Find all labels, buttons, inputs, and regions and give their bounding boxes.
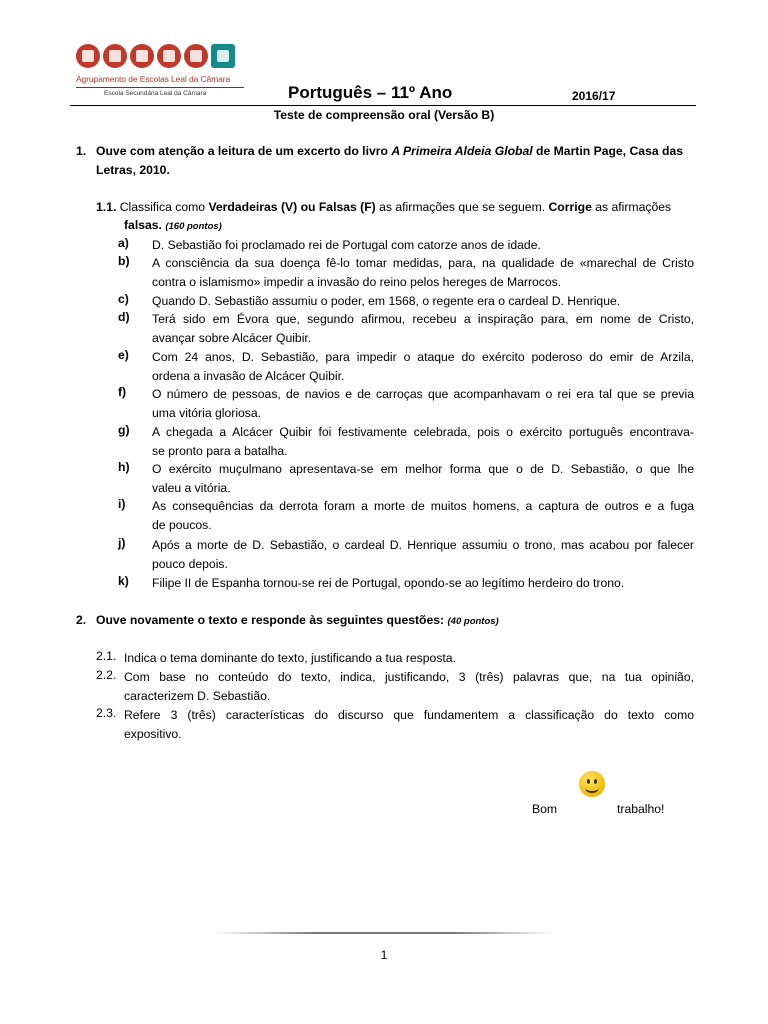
statement-text: contra o islamismo» impedir a invasão do reino pelos hereges de Marrocos. [152, 274, 562, 289]
instruction-bold: Verdadeiras (V) ou Falsas (F) [208, 200, 376, 214]
logo-divider [76, 87, 244, 88]
question-1-text-part: de Martin Page, Casa das [532, 144, 684, 158]
points-label: (40 pontos) [447, 616, 499, 627]
page-number: 1 [380, 948, 388, 962]
subquestion-number: 2.2. [96, 668, 117, 682]
statement-text: Após a morte de D. Sebastião, o cardeal D. Henrique assumiu o trono, mas acabou por falecer [152, 538, 694, 552]
logo-school-subname: Escola Secundária Leal da Câmara [104, 90, 207, 97]
question-1-number: 1. [76, 144, 87, 158]
instruction-part: as afirmações que se seguem. [375, 200, 549, 214]
statement-letter: k) [118, 574, 129, 588]
statement-letter: a) [118, 236, 129, 250]
statement-letter: e) [118, 348, 129, 362]
statement-letter: j) [118, 536, 126, 550]
statement-text: Filipe II de Espanha tornou-se rei de Portugal, opondo-se ao legítimo herdeiro do trono. [152, 576, 625, 590]
closing-word-trabalho: trabalho! [617, 802, 665, 816]
statement-letter: f) [118, 385, 127, 399]
question-1-text-part: Letras, 2010. [96, 162, 170, 177]
subquestion-number: 2.3. [96, 706, 117, 720]
statement-text: se pronto para a batalha. [152, 443, 288, 458]
logo-symbol-icon [184, 44, 208, 68]
school-year: 2016/17 [572, 89, 616, 103]
statement-text: Com 24 anos, D. Sebastião, para impedir o ataque do exército poderoso do emir de Arzila, [152, 350, 694, 364]
logo-school-name: Agrupamento de Escolas Leal da Câmara [76, 74, 231, 84]
smiley-face-icon [579, 771, 605, 797]
statement-letter: d) [118, 310, 130, 324]
subquestion-text: caracterizem D. Sebastião. [124, 688, 271, 703]
statement-text: O número de pessoas, de navios e de carroças que acompanhavam o rei era tal que se previa [152, 387, 694, 401]
closing-word-bom: Bom [532, 802, 558, 816]
statement-letter: c) [118, 292, 129, 306]
logo-symbol-icon [103, 44, 127, 68]
instruction-bold: falsas. [124, 218, 162, 232]
logo-symbol-icon [130, 44, 154, 68]
statement-letter: g) [118, 423, 130, 437]
statement-text: Quando D. Sebastião assumiu o poder, em 1568, o regente era o cardeal D. Henrique. [152, 294, 621, 308]
statement-letter: b) [118, 254, 130, 268]
subquestion-text: expositivo. [124, 726, 182, 741]
statement-letter: i) [118, 497, 126, 511]
subquestion-text: Indica o tema dominante do texto, justificando a tua resposta. [124, 651, 456, 665]
question-1-text-part: Ouve com atenção a leitura de um excerto do livro [96, 144, 392, 158]
statement-text: avançar sobre Alcácer Quibir. [152, 330, 312, 345]
points-label: (160 pontos) [165, 221, 222, 232]
page-title: Português – 11º Ano [288, 83, 453, 102]
question-1-text [96, 142, 696, 179]
statement-text: ordena a invasão de Alcácer Quibir. [152, 368, 345, 383]
statement-text: de poucos. [152, 517, 212, 532]
instruction-part: as afirmações [591, 200, 672, 214]
subquestion-number: 2.1. [96, 649, 117, 663]
header-divider [70, 105, 696, 106]
logo-symbol-icon [76, 44, 100, 68]
instruction-part: Classifica como [116, 200, 209, 214]
question-1-1-instructions-cont [124, 216, 222, 237]
statement-text: O exército muçulmano apresentava-se em melhor forma que o de D. Sebastião, o que lhe [152, 462, 694, 476]
statement-text: pouco depois. [152, 556, 228, 571]
statement-text: A consciência da sua doença fê-lo tomar medidas, para, na qualidade de «marechal de Cristo [152, 256, 694, 270]
statement-text: D. Sebastião foi proclamado rei de Portugal com catorze anos de idade. [152, 238, 541, 252]
statement-letter: h) [118, 460, 130, 474]
subquestion-text: Refere 3 (três) características do discurso que fundamentem a classificação do texto como [124, 708, 694, 722]
subquestion-text: Com base no conteúdo do texto, indica, justificando, 3 (três) palavras que, na tua opinião, [124, 670, 694, 684]
test-subtitle: Teste de compreensão oral (Versão B) [273, 108, 495, 122]
statement-text: Terá sido em Évora que, segundo afirmou, recebeu a inspiração para, em nome de Cristo, [152, 312, 694, 326]
logo-book-icon [211, 44, 235, 68]
question-2-text [96, 611, 499, 632]
statement-text: A chegada a Alcácer Quibir foi festivamente celebrada, pois o exército português encontrava- [152, 425, 694, 439]
question-1-1-number: 1.1. [96, 200, 117, 214]
instruction-bold: Corrige [548, 200, 592, 214]
logo-symbol-icon [157, 44, 181, 68]
book-title: A Primeira Aldeia Global [391, 144, 533, 158]
footer-divider [214, 932, 554, 934]
smiley-mouth [585, 783, 599, 793]
statement-text: As consequências da derrota foram a morte de muitos homens, a captura de outros e a fuga [152, 499, 694, 513]
question-1-1-instructions [96, 198, 694, 217]
question-2-number: 2. [76, 613, 87, 627]
statement-text: valeu a vitória. [152, 480, 231, 495]
statement-text: uma vitória gloriosa. [152, 405, 262, 420]
question-2-text-part: Ouve novamente o texto e responde às seguintes questões: [96, 613, 445, 627]
school-logo [76, 44, 242, 72]
